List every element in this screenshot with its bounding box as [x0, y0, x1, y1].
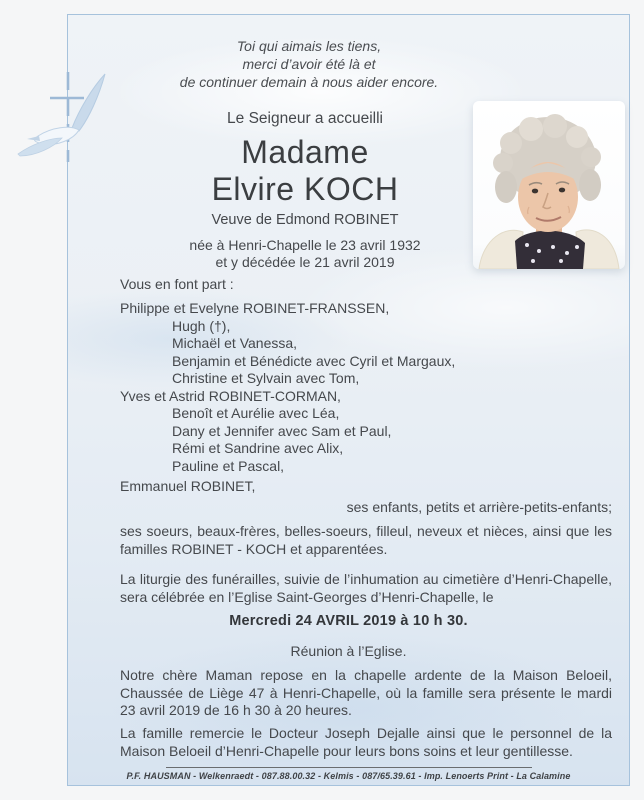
dove-and-cross-icon: [12, 66, 132, 168]
family-line: Benoît et Aurélie avec Léa,: [172, 405, 340, 421]
death-line: et y décédée le 21 avril 2019: [215, 254, 395, 270]
footer-text: P.F. HAUSMAN - Welkenraedt - 087.88.00.32 - Kelmis - 087/65.39.61 - Imp. Lenoerts Print - La Calamine: [126, 771, 571, 781]
footer-divider: [166, 767, 532, 768]
deceased-title: Madame: [241, 134, 369, 170]
announce-label: Vous en font part :: [120, 276, 234, 292]
dove-icon: [18, 74, 105, 156]
mourning-card: [67, 14, 630, 786]
quote-line-3: de continuer demain à nous aider encore.: [179, 74, 439, 90]
liturgy-paragraph: La liturgie des funérailles, suivie de l’inhumation au cimetière d’Henri-Chapelle, sera célébrée en l’Eglise Saint-Georges d’Henri-Chapelle, le: [120, 571, 612, 605]
thanks-paragraph: La famille remercie le Docteur Joseph Dejalle ainsi que le personnel de la Maison Beloeil d’Henri-Chapelle pour leurs bons soins et leur gentillesse.: [120, 725, 612, 759]
meeting-line: Réunion à l’Eglise.: [290, 643, 407, 659]
headline-block: [120, 109, 490, 271]
family-line: Philippe et Evelyne ROBINET-FRANSSEN,: [120, 300, 390, 316]
portrait-illustration: [473, 101, 625, 269]
deceased-name: Elvire KOCH: [211, 171, 399, 207]
family-line: Christine et Sylvain avec Tom,: [172, 370, 360, 386]
memorial-quote: [68, 37, 550, 91]
intro-line: Le Seigneur a accueilli: [227, 110, 383, 127]
family-line: Rémi et Sandrine avec Alix,: [172, 440, 344, 456]
family-line: Hugh (†),: [172, 317, 231, 334]
family-line: Emmanuel ROBINET,: [120, 478, 256, 494]
announcement-list: [120, 275, 612, 516]
birth-line: née à Henri-Chapelle le 23 avril 1932: [189, 237, 421, 253]
funeral-date: Mercredi 24 AVRIL 2019 à 10 h 30.: [229, 613, 468, 629]
family-line: Yves et Astrid ROBINET-CORMAN,: [120, 387, 341, 404]
family-line: Dany et Jennifer avec Sam et Paul,: [172, 422, 392, 439]
repose-paragraph: Notre chère Maman repose en la chapelle ardente de la Maison Beloeil, Chaussée de Liège 47 à Henri-Chapelle, où la famille sera présente le mardi 23 avril 2019 de 16 h 30 à 20 heures.: [120, 667, 612, 718]
quote-line-2: merci d’avoir été là et: [242, 56, 376, 72]
family-line: Benjamin et Bénédicte avec Cyril et Margaux,: [172, 352, 456, 369]
children-summary-line: ses enfants, petits et arrière-petits-enfants;: [346, 498, 612, 515]
family-line: Pauline et Pascal,: [172, 457, 285, 474]
family-line: Michaël et Vanessa,: [172, 335, 298, 351]
funeral-home-footer: [68, 767, 629, 781]
quote-line-1: Toi qui aimais les tiens,: [236, 38, 382, 54]
widow-line: Veuve de Edmond ROBINET: [211, 212, 399, 228]
deceased-portrait-photo: [473, 101, 625, 269]
relatives-paragraph: ses soeurs, beaux-frères, belles-soeurs, filleul, neveux et nièces, ainsi que les familles ROBINET - KOCH et apparentées.: [120, 523, 612, 557]
